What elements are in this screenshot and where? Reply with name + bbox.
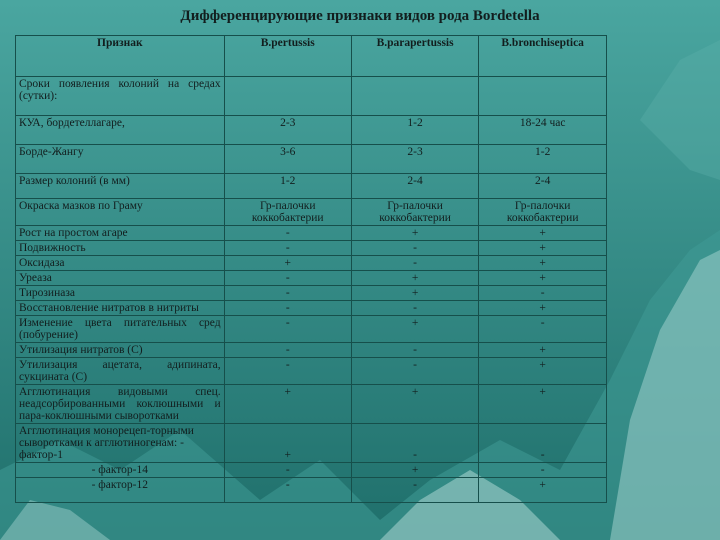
value-cell: -: [224, 226, 351, 241]
value-cell: -: [479, 463, 607, 478]
table-row: [16, 358, 607, 385]
table-row: [16, 424, 607, 463]
value-cell: 2-3: [351, 145, 478, 174]
value-cell: -: [224, 358, 351, 385]
value-cell: +: [479, 271, 607, 286]
value-cell: [351, 77, 478, 116]
value-cell: -: [224, 301, 351, 316]
sign-cell: Уреаза: [16, 271, 225, 286]
table-row: [16, 301, 607, 316]
table-row: [16, 77, 607, 116]
value-cell: Гр-палочки коккобактерии: [224, 199, 351, 226]
table-row: [16, 316, 607, 343]
value-cell: 2-4: [351, 174, 478, 199]
value-cell: Гр-палочки коккобактерии: [351, 199, 478, 226]
table-row: [16, 256, 607, 271]
table-row: [16, 286, 607, 301]
value-cell: +: [479, 478, 607, 503]
value-cell: +: [479, 343, 607, 358]
sign-cell: - фактор-14: [16, 463, 225, 478]
value-cell: +: [479, 358, 607, 385]
value-cell: -: [224, 241, 351, 256]
header-bronchiseptica: B.bronchiseptica: [479, 36, 607, 77]
table-row: [16, 226, 607, 241]
value-cell: -: [351, 241, 478, 256]
value-cell: +: [479, 241, 607, 256]
value-cell: 3-6: [224, 145, 351, 174]
value-cell: -: [224, 316, 351, 343]
value-cell: -: [224, 478, 351, 503]
value-cell: -: [351, 256, 478, 271]
value-cell: Гр-палочки коккобактерии: [479, 199, 607, 226]
value-cell: +: [351, 271, 478, 286]
value-cell: 1-2: [351, 116, 478, 145]
table-row: [16, 145, 607, 174]
value-cell: -: [351, 424, 478, 463]
sign-cell: Утилизация нитратов (С): [16, 343, 225, 358]
sign-cell: Сроки появления колоний на средах (сутки):: [16, 77, 225, 116]
value-cell: 18-24 час: [479, 116, 607, 145]
sign-cell: - фактор-12: [16, 478, 225, 503]
value-cell: -: [351, 478, 478, 503]
table-row: [16, 385, 607, 424]
table-row: [16, 271, 607, 286]
value-cell: +: [351, 226, 478, 241]
value-cell: -: [351, 301, 478, 316]
sign-cell: КУА, бордетеллагаре,: [16, 116, 225, 145]
value-cell: +: [479, 385, 607, 424]
header-pertussis: B.pertussis: [224, 36, 351, 77]
value-cell: -: [224, 286, 351, 301]
value-cell: +: [224, 256, 351, 271]
value-cell: +: [479, 226, 607, 241]
value-cell: 1-2: [479, 145, 607, 174]
value-cell: -: [479, 424, 607, 463]
table-row: [16, 463, 607, 478]
value-cell: [479, 77, 607, 116]
table-row: [16, 478, 607, 503]
sign-cell: Утилизация ацетата, адипината, сукцината (С): [16, 358, 225, 385]
differential-signs-table: [15, 35, 607, 503]
table-row: [16, 174, 607, 199]
sign-cell: Оксидаза: [16, 256, 225, 271]
sign-cell: Рост на простом агаре: [16, 226, 225, 241]
sign-cell: Агглютинация видовыми спец. неадсорбированными коклюшными и пара-коклюшными сыворотками: [16, 385, 225, 424]
sign-cell: Агглютинация монорецеп-торными сыворотками к агглютиногенам: - фактор-1: [16, 424, 225, 463]
table-header-row: [16, 36, 607, 77]
value-cell: [224, 77, 351, 116]
sign-cell: Восстановление нитратов в нитриты: [16, 301, 225, 316]
sign-cell: Подвижность: [16, 241, 225, 256]
header-parapertussis: B.parapertussis: [351, 36, 478, 77]
header-sign: Признак: [16, 36, 225, 77]
value-cell: +: [351, 316, 478, 343]
value-cell: -: [224, 463, 351, 478]
table-row: [16, 199, 607, 226]
value-cell: +: [479, 256, 607, 271]
value-cell: 1-2: [224, 174, 351, 199]
value-cell: +: [479, 301, 607, 316]
sign-cell: Борде-Жангу: [16, 145, 225, 174]
value-cell: +: [351, 286, 478, 301]
sign-cell: Тирозиназа: [16, 286, 225, 301]
value-cell: 2-4: [479, 174, 607, 199]
value-cell: +: [351, 463, 478, 478]
sign-cell: Изменение цвета питательных сред (побурение): [16, 316, 225, 343]
sign-cell: Размер колоний (в мм): [16, 174, 225, 199]
value-cell: +: [224, 424, 351, 463]
value-cell: 2-3: [224, 116, 351, 145]
value-cell: -: [479, 286, 607, 301]
table-row: [16, 343, 607, 358]
value-cell: +: [351, 385, 478, 424]
value-cell: -: [351, 358, 478, 385]
slide-title: Дифференцирующие признаки видов рода Bordetella: [180, 8, 540, 24]
table-row: [16, 116, 607, 145]
table-row: [16, 241, 607, 256]
value-cell: -: [224, 271, 351, 286]
value-cell: +: [224, 385, 351, 424]
sign-cell: Окраска мазков по Граму: [16, 199, 225, 226]
value-cell: -: [479, 316, 607, 343]
value-cell: -: [224, 343, 351, 358]
value-cell: -: [351, 343, 478, 358]
